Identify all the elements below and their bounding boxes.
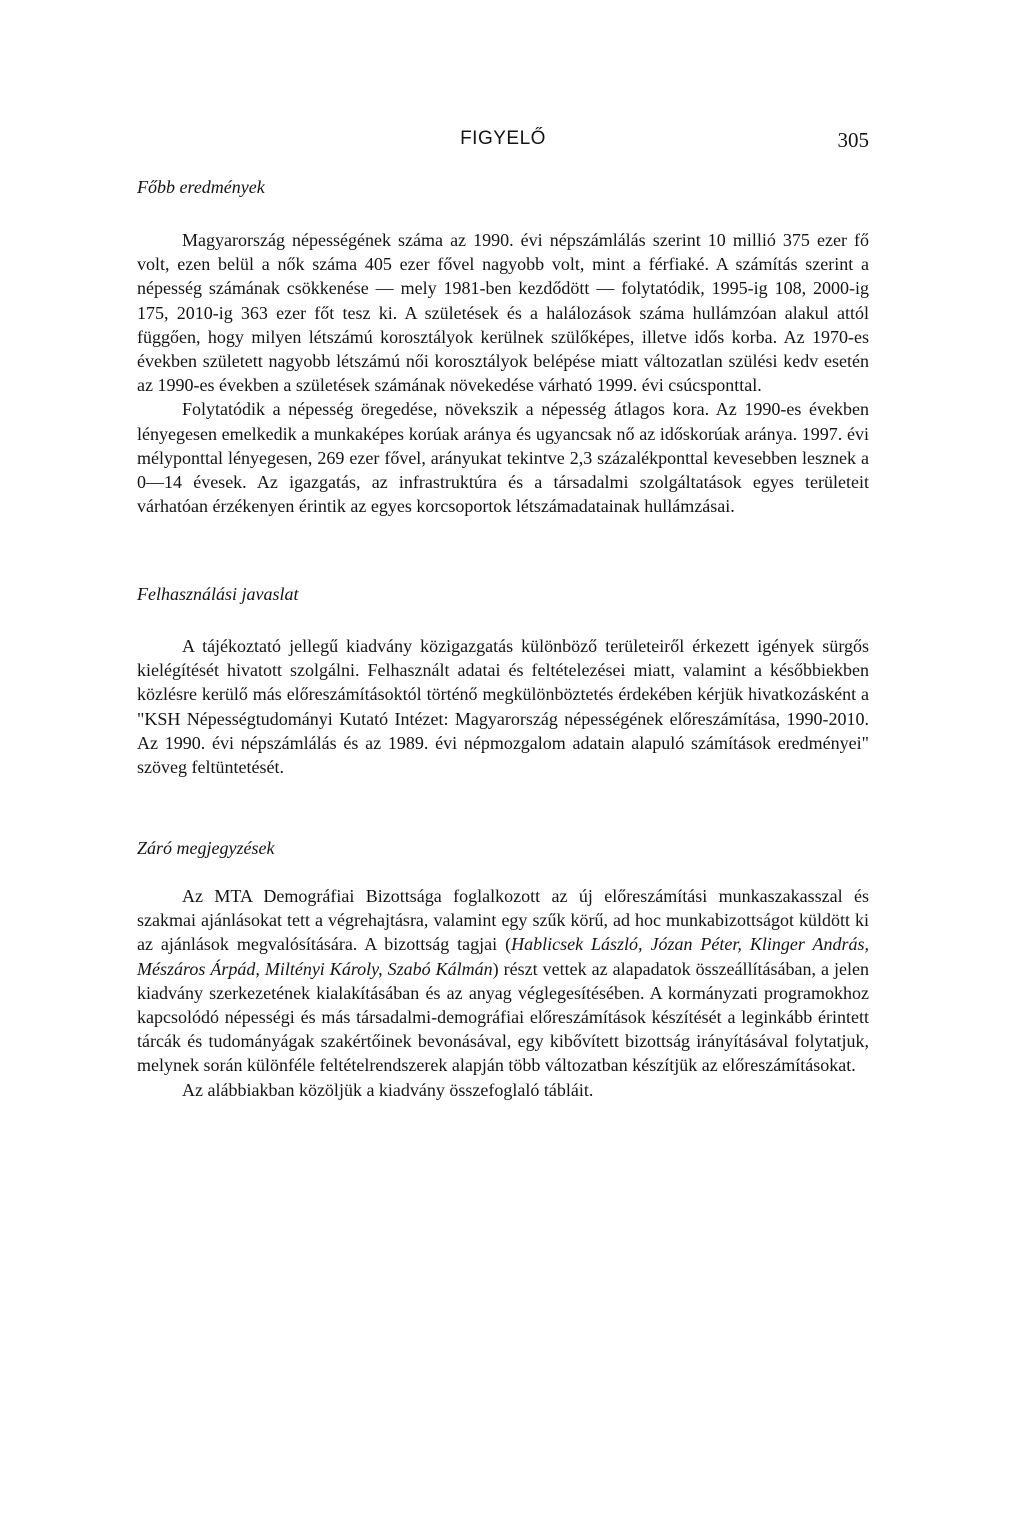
paragraph-text: Az MTA Demográfiai Bizottsága foglalkozott az új előreszámítási munkaszakasszal és szakmai ajánlásokat tett a végrehajtásra, valamint egy szűk körű, ad hoc munkabizottságot küldött ki az ajánlások megvalósítására. A bizottság tagjai ( [137,886,869,955]
running-title: FIGYELŐ [460,128,546,149]
section-heading-fobb-eredmenyek: Főbb eredmények [137,177,265,197]
section-body-felhasznalasi-javaslat [137,634,869,779]
paragraph-text: ) részt vettek az alapadatok összeállításában, a jelen kiadvány szerkezetének kialakításában és az anyag véglegesítésében. A kormányzati programokhoz kapcsolódó népességi és más társadalmi-demográfiai előreszámítások készítését a leginkább érintett tárcák és tudományágak szakértőinek bevonásával, egy kibővített bizottság irányításával folytatjuk, melynek során különféle feltételrendszerek alapján több változatban készítjük az előreszámításokat. [137,958,869,1076]
paragraph: Magyarország népességének száma az 1990. évi népszámlálás szerint 10 millió 375 ezer fő volt, ezen belül a nők száma 405 ezer fővel nagyobb volt, mint a férfiaké. A számítás szerint a népesség számának csökkenése — mely 1981-ben kezdődött — folytatódik, 1995-ig 108, 2000-ig 175, 2010-ig 363 ezer főt tesz ki. A születések és a halálozások száma hullámzóan alakul attól függően, hogy milyen létszámú korosztályok kerülnek szülőképes, illetve idős korba. Az 1970-es években született nagyobb létszámú női korosztályok belépése miatt változatlan szülési kedv esetén az 1990-es években a születések számának növekedése várható 1999. évi csúcsponttal. [137,230,869,396]
page-header [137,128,869,158]
section-heading-zaro-megjegyzesek: Záró megjegyzések [137,838,275,858]
section-body-fobb-eredmenyek [137,228,869,518]
paragraph: A tájékoztató jellegű kiadvány közigazgatás különböző területeiről érkezett igények sürgős kielégítését hivatott szolgálni. Felhasznált adatai és feltételezései miatt, valamint a későbbiekben közlésre kerülő más előreszámításoktól történő megkülönböztetés érdekében kérjük hivatkozásként a "KSH Népességtudományi Kutató Intézet: Magyarország népességének előreszámítása, 1990-2010. Az 1990. évi népszámlálás és az 1989. évi népmozgalom adatain alapuló számítások eredményei" szöveg feltüntetését. [137,636,869,778]
paragraph: Az alábbiakban közöljük a kiadvány összefoglaló tábláit. [182,1079,594,1100]
section-heading-felhasznalasi-javaslat: Felhasználási javaslat [137,584,299,604]
committee-member-names: Hablicsek László, Józan Péter, Klinger András, Mészáros Árpád, Miltényi Károly, Szabó Kálmán [137,934,870,979]
paragraph: Folytatódik a népesség öregedése, növekszik a népesség átlagos kora. Az 1990-es években lényegesen emelkedik a munkaképes korúak aránya és ugyancsak nő az időskorúak aránya. 1997. évi mélyponttal lényegesen, 269 ezer fővel, arányukat tekintve 2,3 százalékponttal kevesebben lesznek a 0—14 évesek. Az igazgatás, az infrastruktúra és a társadalmi szolgáltatások egyes területeit várhatóan érzékenyen érintik az egyes korcsoportok létszámadatainak hullámzásai. [137,399,869,517]
section-body-zaro-megjegyzesek [137,884,869,1102]
page-number: 305 [837,128,869,152]
paragraph [137,884,869,1078]
